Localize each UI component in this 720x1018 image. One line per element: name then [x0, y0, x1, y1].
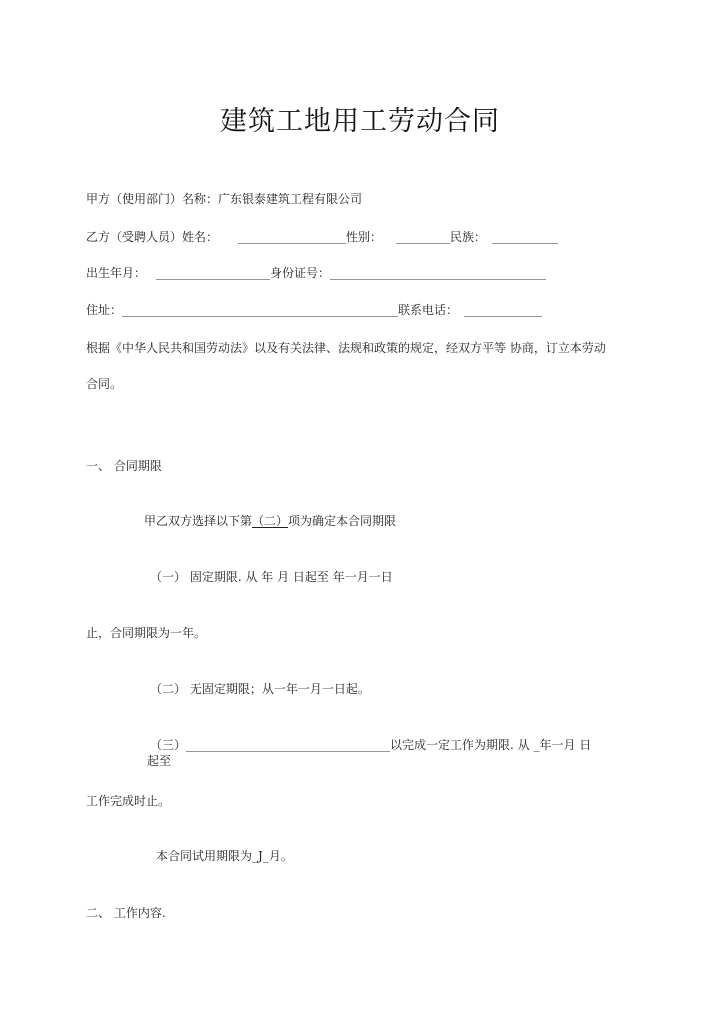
name-blank[interactable]: __________________	[238, 230, 347, 244]
probation-prefix: 本合同试用期限为	[156, 849, 253, 863]
address-blank[interactable]: ______________________________________________	[122, 303, 399, 317]
birth-line	[86, 265, 546, 281]
gender-label: 性别：	[346, 230, 383, 244]
option-open-term: （二） 无固定期限；从一年一月一日起。	[150, 682, 370, 696]
term-choice-line	[144, 513, 396, 529]
name-label: 乙方（受聘人员）姓名：	[86, 230, 219, 244]
section-1-heading: 一、 合同期限	[86, 459, 162, 473]
party-a-line: 甲方（使用部门）名称：广东银泰建筑工程有限公司	[86, 192, 363, 206]
option-task-term-line1: （三）__________________________________以完成一定工作为期限. 从 _年一月 日	[150, 738, 592, 752]
probation-suffix: 月。	[268, 849, 293, 863]
gender-blank[interactable]: _________	[396, 230, 451, 244]
option-fixed-term-cont: 止，合同期限为一年。	[86, 626, 207, 640]
option-task-term-cont: 工作完成时止。	[86, 794, 171, 808]
section-2-heading: 二、 工作内容.	[86, 906, 166, 920]
phone-blank[interactable]: _____________	[464, 303, 543, 317]
intro-paragraph-line2: 合同。	[86, 377, 123, 391]
choice-suffix: 项为确定本合同期限	[288, 514, 397, 528]
probation-line	[156, 848, 293, 864]
id-blank[interactable]: ____________________________________	[330, 266, 547, 280]
option-task-term-line2: 起至	[147, 754, 172, 768]
birth-blank[interactable]: ___________________	[156, 266, 271, 280]
option-fixed-term: （一） 固定期限. 从 年 月 日起至 年一月一日	[150, 570, 393, 584]
probation-value[interactable]: _J_	[252, 849, 269, 863]
phone-label: 联系电话：	[398, 303, 459, 317]
intro-paragraph-line1: 根据《中华人民共和国劳动法》以及有关法律、法规和政策的规定，经双方平等 协商，订立本劳动	[86, 341, 606, 355]
party-b-line	[86, 229, 558, 245]
choice-value[interactable]: （二）	[252, 514, 289, 528]
ethnicity-label: 民族：	[450, 230, 487, 244]
id-label: 身份证号：	[270, 266, 331, 280]
address-label: 住址：	[86, 303, 123, 317]
contract-title: 建筑工地用工劳动合同	[220, 106, 500, 137]
birth-label: 出生年月：	[86, 266, 147, 280]
choice-prefix: 甲乙双方选择以下第	[144, 514, 253, 528]
ethnicity-blank[interactable]: ___________	[492, 230, 559, 244]
address-line	[86, 302, 542, 318]
